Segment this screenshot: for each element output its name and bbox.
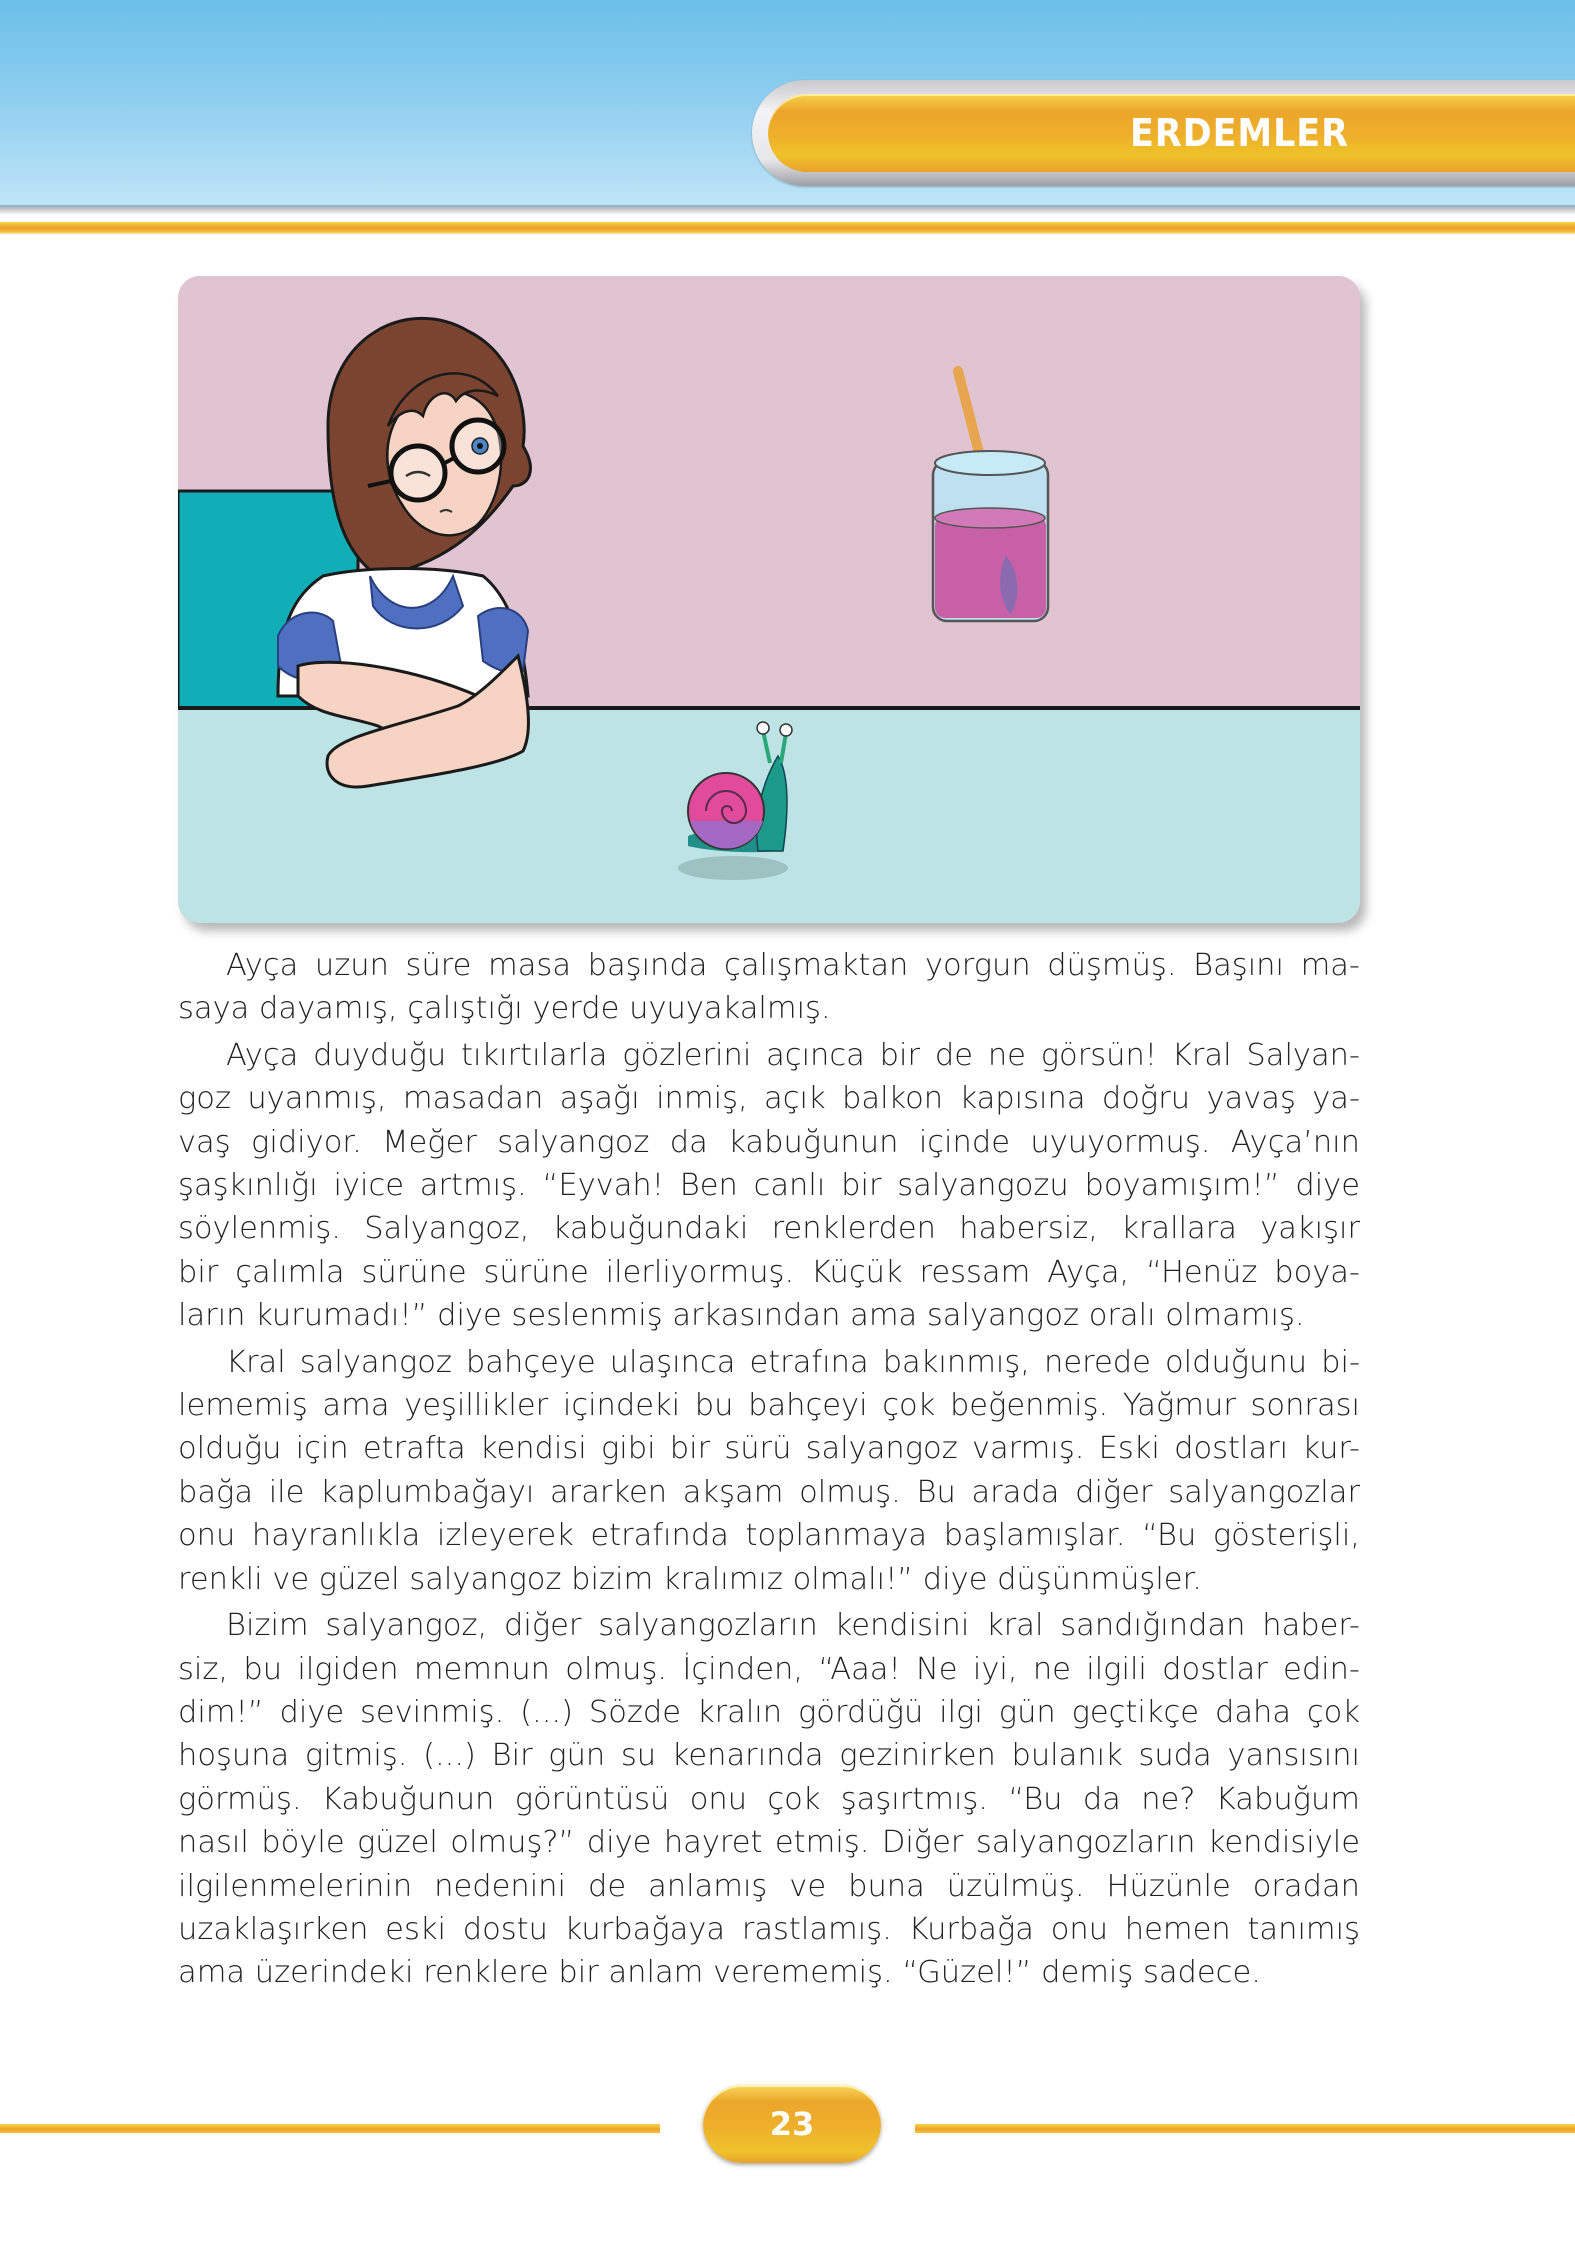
- text-line: uzaklaşırken eski dostu kurbağaya rastlamış. Kurbağa onu hemen tanımış: [178, 1911, 1360, 1947]
- text-line: dim!” diye sevinmiş. (...) Sözde kralın gördüğü ilgi gün geçtikçe daha çok: [178, 1694, 1360, 1730]
- footer-rule-right: [915, 2124, 1575, 2133]
- text-line: vaş gidiyor. Meğer salyangoz da kabuğunun içinde uyuyormuş. Ayça’nın: [178, 1124, 1360, 1160]
- text-line: onu hayranlıkla izleyerek etrafında toplanmaya başlamışlar. “Bu gösterişli,: [178, 1518, 1360, 1554]
- paragraph-3: [178, 1341, 1360, 1601]
- text-line: goz uyanmış, masadan aşağı inmiş, açık balkon kapısına doğru yavaş ya-: [178, 1081, 1360, 1117]
- text-line: Bizim salyangoz, diğer salyangozların kendisini kral sandığından haber-: [226, 1608, 1360, 1644]
- text-line: renkli ve güzel salyangoz bizim kralımız olmalı!” diye düşünmüşler.: [178, 1561, 1202, 1597]
- text-line: ilgilenmelerinin nedenini de anlamış ve buna üzülmüş. Hüzünle oradan: [178, 1868, 1360, 1904]
- text-line: hoşuna gitmiş. (...) Bir gün su kenarında gezinirken bulanık suda yansısını: [178, 1738, 1360, 1774]
- text-line: siz, bu ilgiden memnun olmuş. İçinden, “Aaa! Ne iyi, ne ilgili dostlar edin-: [178, 1651, 1360, 1687]
- text-line: ların kurumadı!” diye seslenmiş arkasından ama salyangoz oralı olmamış.: [178, 1298, 1305, 1334]
- text-line: Ayça duyduğu tıkırtılarla gözlerini açınca bir de ne görsün! Kral Salyan-: [226, 1037, 1360, 1073]
- paragraph-2: [178, 1034, 1360, 1338]
- story-text: [178, 944, 1360, 1995]
- text-line: olduğu için etrafta kendisi gibi bir sürü salyangoz varmış. Eski dostları kur-: [178, 1431, 1360, 1467]
- paragraph-4: [178, 1604, 1360, 1995]
- chapter-title: ERDEMLER: [1130, 111, 1349, 155]
- text-line: lememiş ama yeşillikler içindeki bu bahçeyi çok beğenmiş. Yağmur sonrası: [178, 1388, 1360, 1424]
- header-divider-gold: [0, 222, 1575, 234]
- text-line: Kral salyangoz bahçeye ulaşınca etrafına bakınmış, nerede olduğunu bi-: [226, 1344, 1360, 1380]
- story-illustration: [178, 276, 1360, 923]
- page-number: 23: [769, 2105, 815, 2143]
- footer-rule-left: [0, 2124, 660, 2133]
- header-divider-silver: [0, 205, 1575, 221]
- text-line: Ayça uzun süre masa başında çalışmaktan yorgun düşmüş. Başını ma-: [226, 948, 1360, 983]
- text-line: saya dayamış, çalıştığı yerde uyuyakalmış.: [178, 991, 831, 1027]
- text-line: söylenmiş. Salyangoz, kabuğundaki renklerden habersiz, krallara yakışır: [178, 1211, 1360, 1247]
- text-line: görmüş. Kabuğunun görüntüsü onu çok şaşırtmış. “Bu da ne? Kabuğum: [178, 1781, 1360, 1817]
- paragraph-1: [178, 944, 1360, 1031]
- text-line: ama üzerindeki renklere bir anlam verememiş. “Güzel!” demiş sadece.: [178, 1955, 1261, 1991]
- text-line: bir çalımla sürüne sürüne ilerliyormuş. Küçük ressam Ayça, “Henüz boya-: [178, 1254, 1360, 1290]
- text-line: nasıl böyle güzel olmuş?” diye hayret etmiş. Diğer salyangozların kendisiyle: [178, 1825, 1360, 1861]
- text-line: şaşkınlığı iyice artmış. “Eyvah! Ben canlı bir salyangozu boyamışım!” diye: [178, 1168, 1360, 1204]
- text-line: bağa ile kaplumbağayı ararken akşam olmuş. Bu arada diğer salyangozlar: [178, 1474, 1360, 1510]
